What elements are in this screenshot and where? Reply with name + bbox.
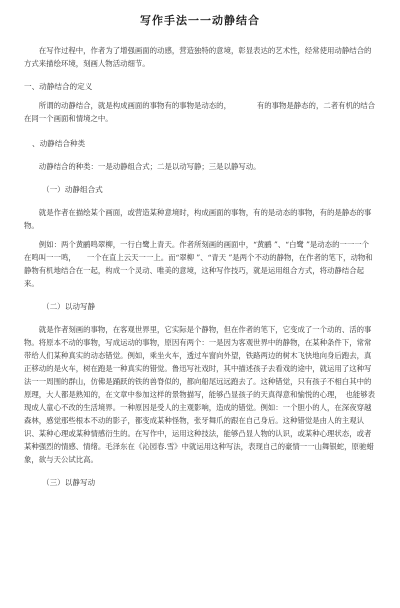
subsection-heading-motion-for-stillness: （二）以动写静 — [42, 302, 96, 311]
combination-example-paragraph: 例如：两个黄鹂鸣翠柳，一行白鹭上青天。作者所刻画的画面中，“黄鹂 ”、“白鹭 ”是动态的一一一个在鸣叫一一鸣， 一个在直上云天一一上。而“翠柳 ”、“青天 ”是两个不动的静物，在作者的笔下，动物和静物有机地结合在一起，构成一个灵动、唯美的意境，这种写作技巧，就是运用组合方式，将动静结合起来。 — [24, 240, 373, 288]
combination-paragraph: 就是作者在描绘某个画面，或营造某种意境时，构成画面的事物，有的是动态的事物，有的是静态的事物。 — [24, 208, 372, 230]
section-heading-definition: 一、动静结合的定义 — [24, 82, 93, 91]
subsection-heading-stillness-for-motion: （三）以静写动 — [42, 478, 96, 487]
intro-paragraph: 在写作过程中，作者为了增强画面的动感，营造独特的意境，彰显表达的艺术性，经常使用动静结合的方式来描绘环境，刻画人物活动细节。 — [24, 46, 372, 68]
definition-paragraph: 所谓的动静结合，就是构成画面的事物有的事物是动态的， 有的事物是静态的，二者有机的结合在同一个画面和情境之中。 — [24, 101, 376, 123]
subsection-heading-combination: （一）动静组合式 — [42, 185, 103, 194]
motion-for-stillness-paragraph: 就是作者刻画的事物，在客观世界里，它实际是个静物，但在作者的笔下，它变成了一个动的、活的事物。将原本不动的事物，写成运动的事物，原因有两个：一是因为客观世界中的静物，在某种条件下，常常带给人们某种真实的动态错觉。例如，乘坐火车，透过车窗向外望，铁路两边的树木飞快地向身后跑去，真正移动的是火车，树在跑是一种真实的错觉。鲁迅写社戏时，其中描述孩子去看戏的途中，就运用了这种写法一一周围的群山，仿佛是踊跃的铁的兽脊似的，都向船尾远远跑去了。这种错觉，只有孩子不相白其中的原理，大人都是熟知的，在文章中参加这样的景物描写，能够凸显孩子的天真得意和愉悦的心理， 也能够表现成人童心不改的生活境界。一种原因是受人的主观影响，造成的错觉。例如：一个胆小的人，在深夜穿越森林，感觉那些根本不动的影子，都变成某种怪物，张牙舞爪的跟在自己身后。这种错觉是由人的主观认识、某种心理或某种情感衍生的。在写作中，运用这种技法，能够凸显人物的认识，或某种心理状态，或者某种强烈的情感、情绪。毛泽东在《沁园春.雪》中就运用这种写法，表现自己的豪情一一山舞银蛇，原驰蜡象，欲与天公试比高。 — [24, 325, 376, 464]
document-title: 写作手法一一动静结合 — [140, 14, 260, 27]
section-heading-types: 、动静结合种类 — [32, 139, 86, 148]
types-paragraph: 动静结合的种类：一是动静组合式；二是以动写静；三是以静写动。 — [38, 162, 261, 171]
